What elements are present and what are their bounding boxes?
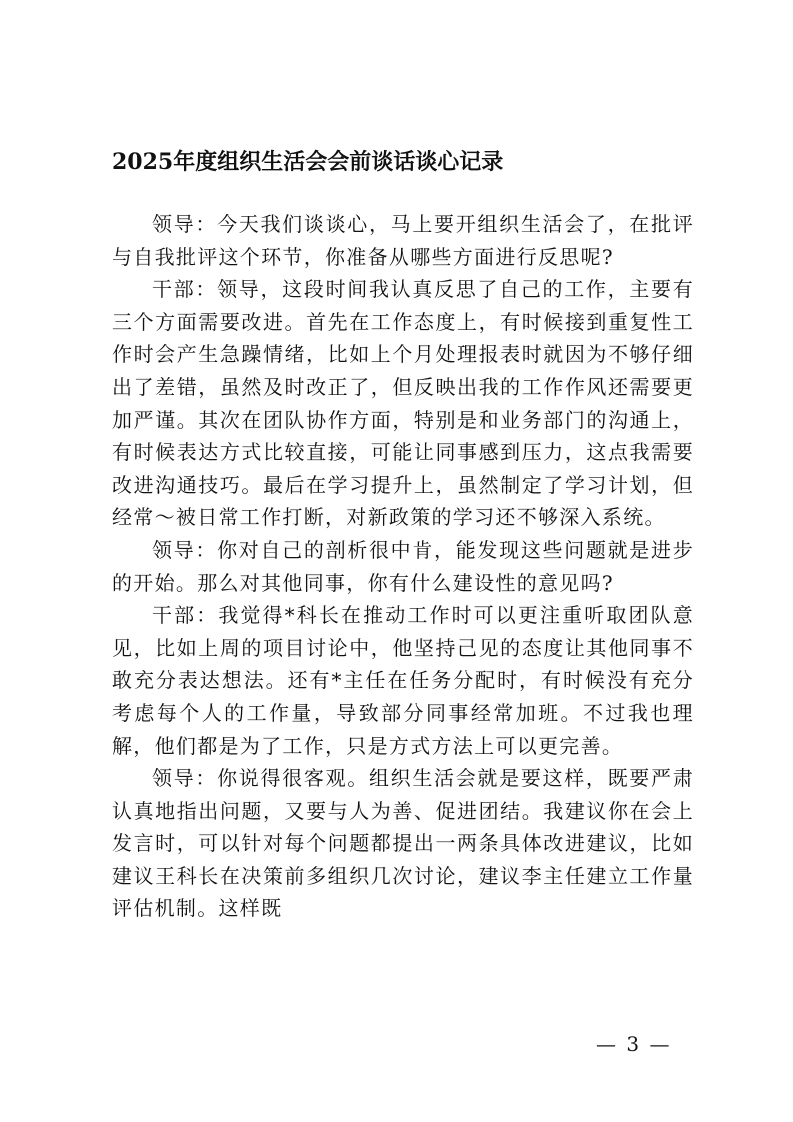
paragraph-leader-question: 领导：今天我们谈谈心，马上要开组织生活会了，在批评与自我批评这个环节，你准备从哪些方面进行反思呢? [112, 212, 694, 269]
paragraph-leader-followup: 领导：你对自己的剖析很中肯，能发现这些问题就是进步的开始。那么对其他同事，你有什么建设性的意见吗? [112, 537, 694, 595]
document-title: 2025年度组织生活会会前谈话谈心记录 [112, 149, 504, 175]
page-number: — 3 — [596, 1032, 672, 1056]
document-body [112, 208, 694, 925]
paragraph-cadre-self-reflection: 干部：领导，这段时间我认真反思了自己的工作，主要有三个方面需要改进。首先在工作态度上，有时候接到重复性工作时会产生急躁情绪，比如上个月处理报表时就因为不够仔细出了差错，虽然及时改正了，但反映出我的工作作风还需要更加严谨。其次在团队协作方面，特别是和业务部门的沟通上，有时候表达方式比较直接，可能让同事感到压力，这点我需要改进沟通技巧。最后在学习提升上，虽然制定了学习计划，但经常～被日常工作打断，对新政策的学习还不够深入系统。 [112, 277, 694, 530]
paragraph-leader-advice: 领导：你说得很客观。组织生活会就是要这样，既要严肃认真地指出问题，又要与人为善、促进团结。我建议你在会上发言时，可以针对每个问题都提出一两条具体改进建议，比如建议王科长在决策前多组织几次讨论，建议李主任建立工作量评估机制。这样既 [112, 766, 694, 921]
paragraph-cadre-suggestions: 干部：我觉得*科长在推动工作时可以更注重听取团队意见，比如上周的项目讨论中，他坚持己见的态度让其他同事不敢充分表达想法。还有*主任在任务分配时，有时候没有充分考虑每个人的工作量，导致部分同事经常加班。不过我也理解，他们都是为了工作，只是方式方法上可以更完善。 [112, 603, 694, 758]
